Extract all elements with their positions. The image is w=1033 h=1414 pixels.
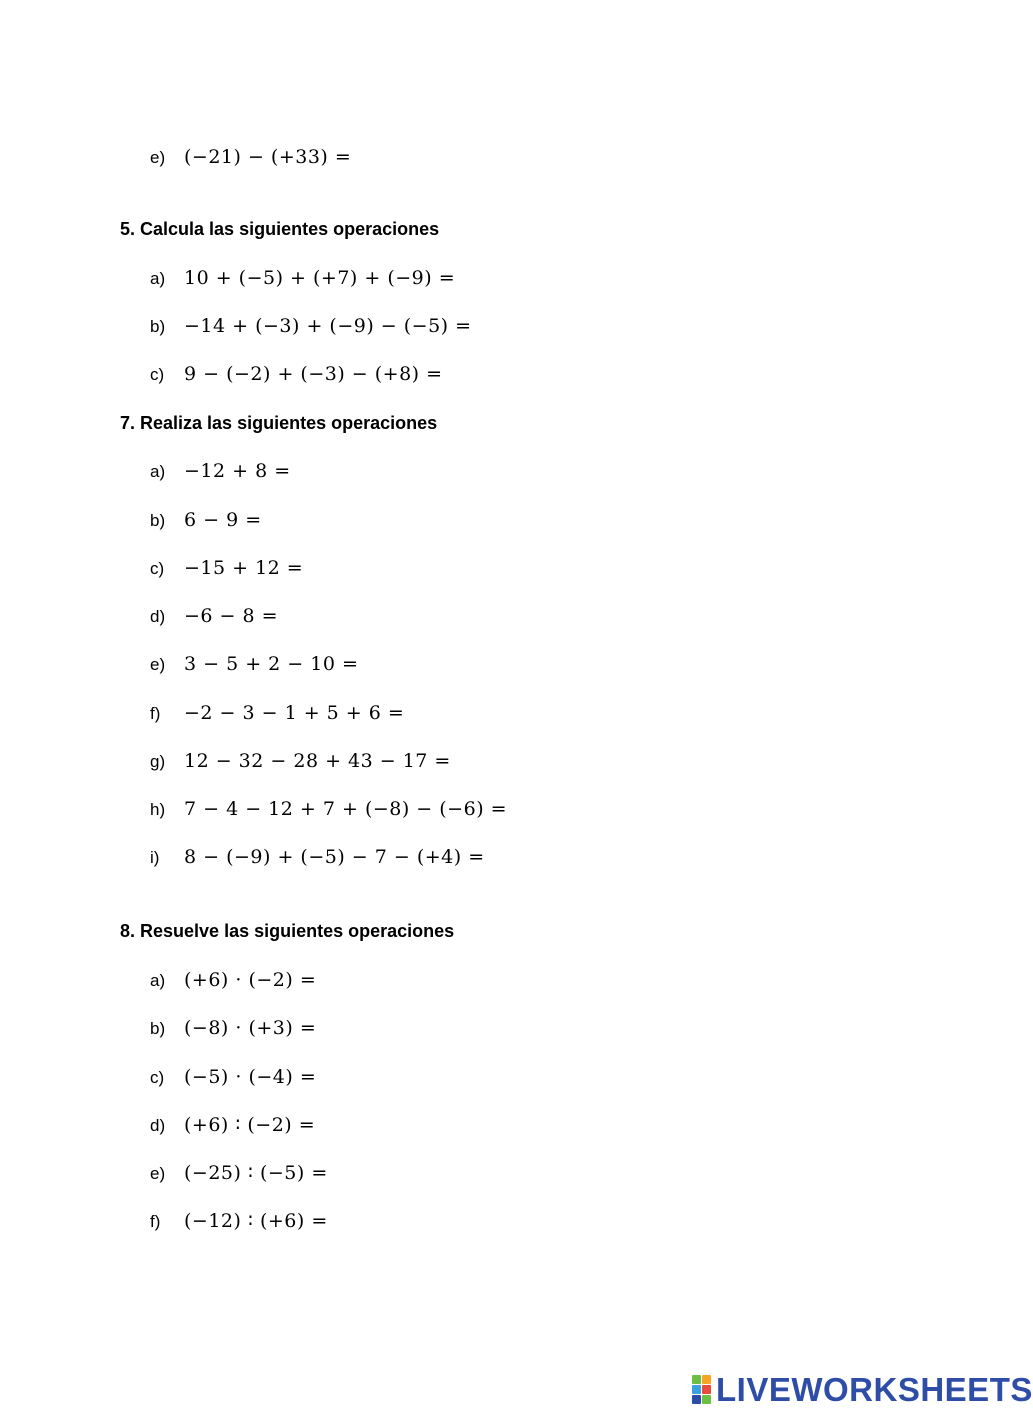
item-label: e) bbox=[150, 1164, 166, 1183]
exercise-item bbox=[150, 965, 316, 995]
exercise-item bbox=[150, 1158, 328, 1188]
logo-tile bbox=[702, 1385, 711, 1394]
exercise-item bbox=[150, 746, 451, 776]
item-label: b) bbox=[150, 317, 166, 336]
liveworksheets-logo bbox=[692, 1370, 1033, 1410]
item-label: a) bbox=[150, 269, 166, 288]
item-expression: −14 + (−3) + (−9) − (−5) = bbox=[184, 315, 472, 337]
item-label: a) bbox=[150, 971, 166, 990]
item-label: c) bbox=[150, 365, 165, 384]
item-expression: (+6) ∶ (−2) = bbox=[184, 1114, 316, 1136]
item-expression: −6 − 8 = bbox=[184, 605, 279, 627]
exercise-item bbox=[150, 1206, 328, 1236]
logo-tile bbox=[702, 1375, 711, 1384]
item-expression: (+6) · (−2) = bbox=[184, 969, 317, 991]
exercise-item bbox=[150, 649, 358, 679]
exercise-item bbox=[150, 553, 303, 583]
exercise-item bbox=[150, 311, 472, 341]
section-heading-5: 5. Calcula las siguientes operaciones bbox=[120, 219, 440, 239]
logo-tile bbox=[692, 1385, 701, 1394]
exercise-item bbox=[150, 359, 443, 389]
item-expression: (−5) · (−4) = bbox=[184, 1066, 317, 1088]
item-label: f) bbox=[150, 704, 161, 723]
item-label: d) bbox=[150, 607, 166, 626]
item-expression: 6 − 9 = bbox=[184, 509, 262, 531]
logo-tile bbox=[702, 1395, 711, 1404]
exercise-item bbox=[150, 601, 278, 631]
item-label: g) bbox=[150, 752, 166, 771]
item-expression: 3 − 5 + 2 − 10 = bbox=[184, 653, 359, 675]
item-expression: (−8) · (+3) = bbox=[184, 1017, 317, 1039]
exercise-item bbox=[150, 1062, 316, 1092]
exercise-item bbox=[150, 263, 455, 293]
item-label: i) bbox=[150, 848, 160, 867]
exercise-item bbox=[150, 505, 262, 535]
exercise-item bbox=[150, 794, 507, 824]
item-label: c) bbox=[150, 559, 165, 578]
item-label: e) bbox=[150, 655, 166, 674]
item-label: a) bbox=[150, 462, 166, 481]
item-expression: (−12) ∶ (+6) = bbox=[184, 1210, 328, 1232]
exercise-item bbox=[150, 698, 404, 728]
logo-tile bbox=[692, 1395, 701, 1404]
item-expression: 7 − 4 − 12 + 7 + (−8) − (−6) = bbox=[184, 798, 508, 820]
section-heading-7: 7. Realiza las siguientes operaciones bbox=[120, 413, 438, 433]
exercise-item bbox=[150, 842, 485, 872]
exercise-item bbox=[150, 1110, 315, 1140]
item-label: c) bbox=[150, 1068, 165, 1087]
item-expression: (−21) − (+33) = bbox=[184, 146, 352, 168]
item-expression: −12 + 8 = bbox=[184, 460, 291, 482]
item-expression: (−25) ∶ (−5) = bbox=[184, 1162, 328, 1184]
exercise-item bbox=[150, 456, 291, 486]
item-label: h) bbox=[150, 800, 166, 819]
item-expression: 8 − (−9) + (−5) − 7 − (+4) = bbox=[184, 846, 485, 868]
exercise-item bbox=[150, 1013, 316, 1043]
item-expression: 10 + (−5) + (+7) + (−9) = bbox=[184, 267, 456, 289]
logo-tile bbox=[692, 1375, 701, 1384]
live-tiles-icon bbox=[692, 1375, 712, 1405]
item-label: b) bbox=[150, 1019, 166, 1038]
item-expression: −2 − 3 − 1 + 5 + 6 = bbox=[184, 702, 405, 724]
item-label: d) bbox=[150, 1116, 166, 1135]
item-expression: 12 − 32 − 28 + 43 − 17 = bbox=[184, 750, 451, 772]
item-label: e) bbox=[150, 148, 166, 167]
item-label: b) bbox=[150, 511, 166, 530]
item-expression: −15 + 12 = bbox=[184, 557, 304, 579]
item-expression: 9 − (−2) + (−3) − (+8) = bbox=[184, 363, 443, 385]
brand-name: LIVEWORKSHEETS bbox=[716, 1371, 1033, 1408]
section-heading-8: 8. Resuelve las siguientes operaciones bbox=[120, 921, 455, 941]
item-label: f) bbox=[150, 1212, 161, 1231]
exercise-item bbox=[150, 142, 351, 172]
